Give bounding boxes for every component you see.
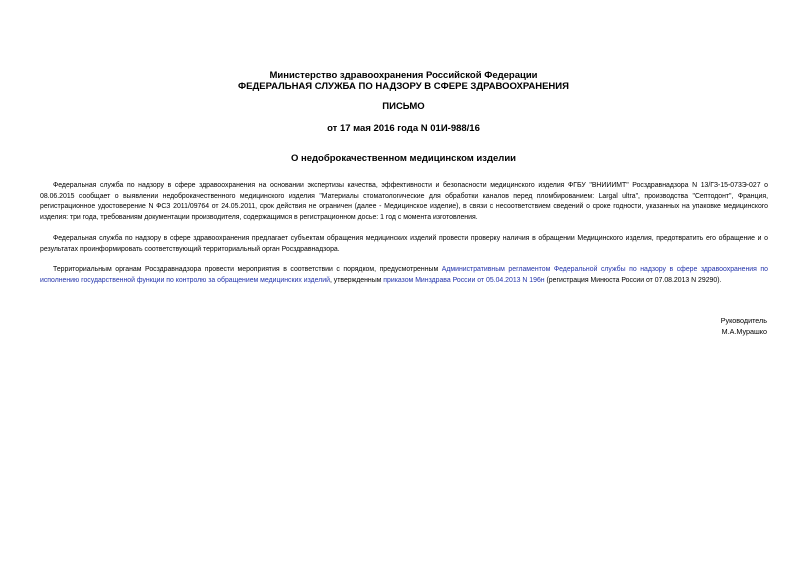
paragraph-3-text-2: , утвержденным [329,276,384,284]
document-type: ПИСЬМО [382,101,425,112]
paragraph-3-text-3: (регистрация Минюста России от 07.08.2013 N 29290). [544,276,722,284]
paragraph-3 [40,265,768,286]
signature-title: Руководитель [720,316,767,325]
service-name: ФЕДЕРАЛЬНАЯ СЛУЖБА ПО НАДЗОРУ В СФЕРЕ ЗДРАВООХРАНЕНИЯ [238,81,569,92]
paragraph-1: Федеральная служба по надзору в сфере здравоохранения на основании экспертизы качества, эффективности и безопасности медицинского изделия ФГБУ "ВНИИИМТ" Росздравнадзора N 13/ГЗ-15-073Э-027 о 08.06.2015 сообщает о выявлении недоброкачественного медицинского изделия "Материалы стоматологические для обработки каналов перед пломбированием: Largal ultra", производства "Септодонт", Франция, регистрационное удостоверение N ФСЗ 2011/09764 от 24.05.2011, срок действия не ограничен (далее - Медицинское изделие), в связи с несоответствием сведений о сроке годности, указанных на упаковке медицинского изделия: три года, требованиям документации производителя, содержащимся в регистрационном досье: 1 год с момента изготовления. [40,182,768,221]
document-subject: О недоброкачественном медицинском изделии [290,153,517,164]
paragraph-2: Федеральная служба по надзору в сфере здравоохранения предлагает субъектам обращения медицинских изделий провести проверку наличия в обращении Медицинского изделия, предотвратить его обращение и о результатах проинформировать соответствующий территориальный орган Росздравнадзора. [40,235,768,253]
ministry-name: Министерство здравоохранения Российской Федерации [269,70,538,81]
order-link[interactable]: приказом Минздрава России от 05.04.2013 N 196н [383,276,545,284]
regulation-link[interactable]: Административным регламентом Федеральной службы по надзору в сфере здравоохранения по исполнению государственной функции по контролю за обращением медицинских изделий [40,266,768,284]
document-date-number: от 17 мая 2016 года N 01И-988/16 [327,123,480,134]
signature-name: М.А.Мурашко [721,327,767,336]
paragraph-3-text-1: Территориальным органам Росздравнадзора провести мероприятия в соответствии с порядком, предусмотренным [53,266,442,273]
